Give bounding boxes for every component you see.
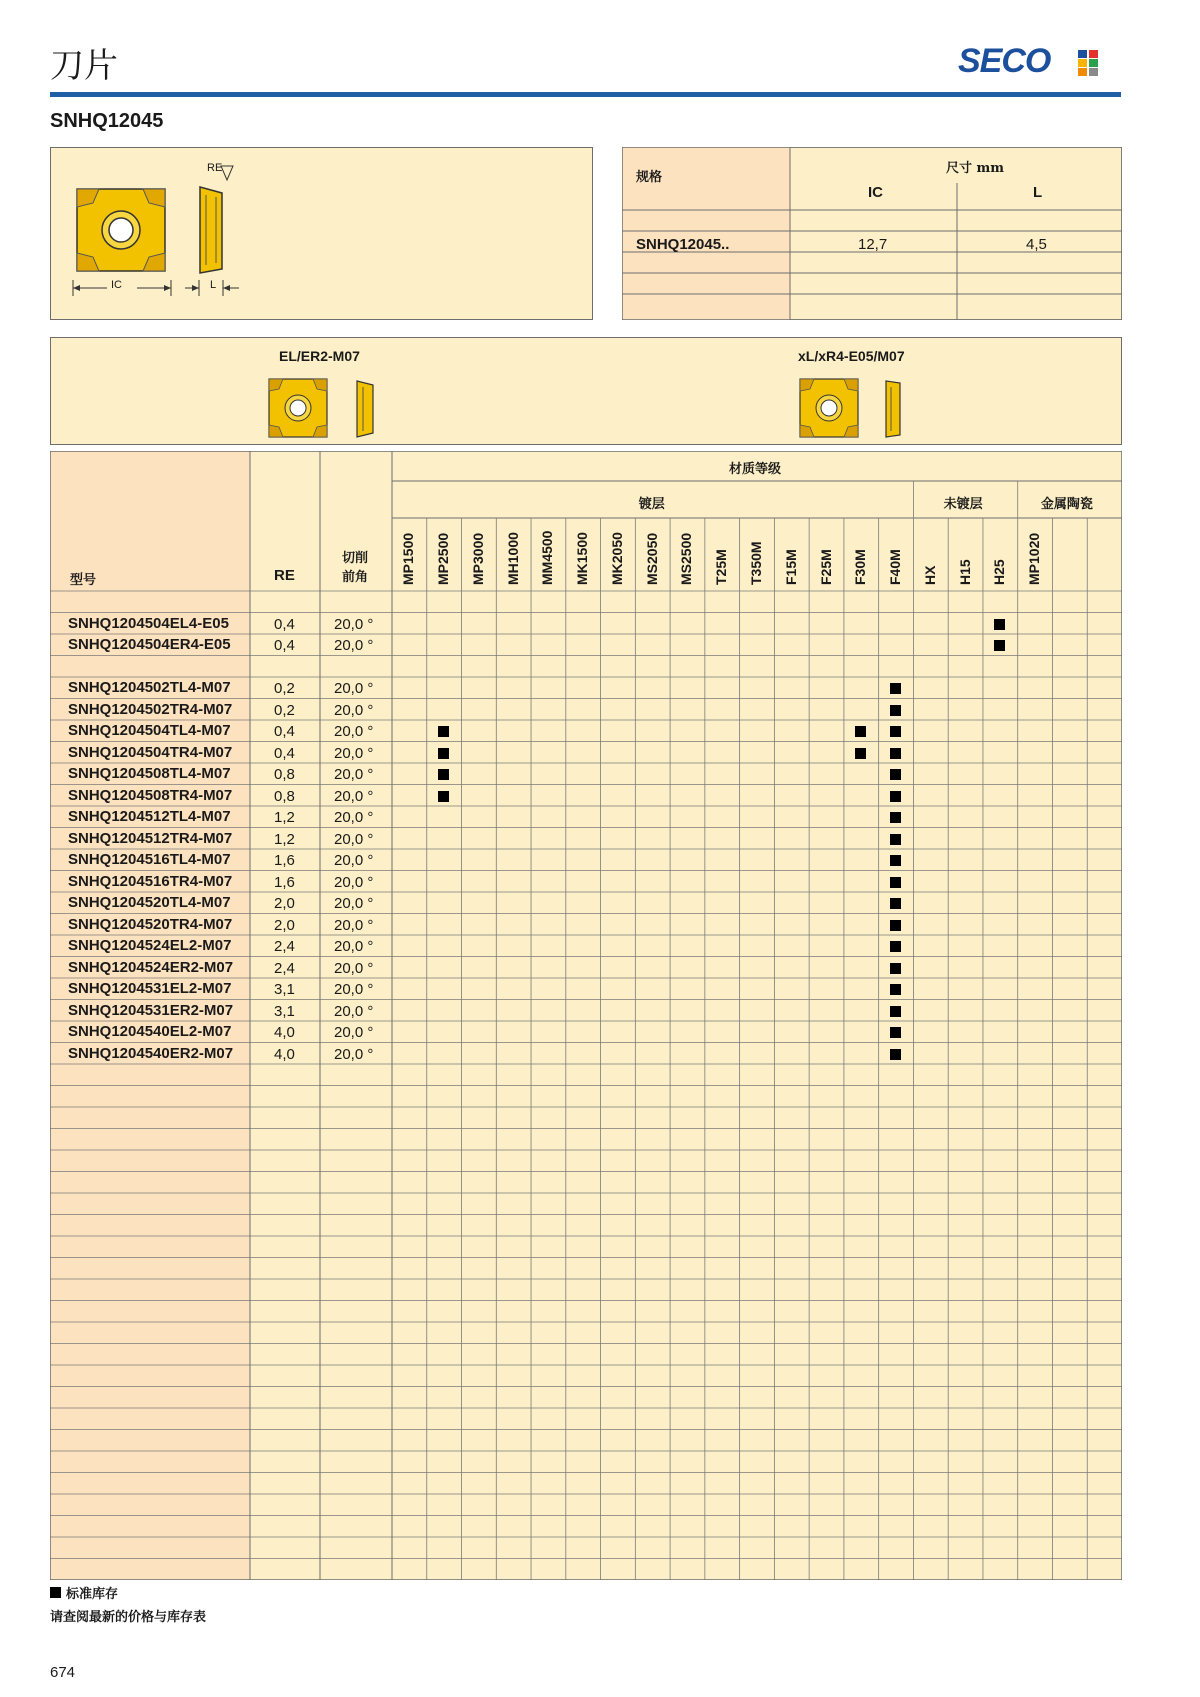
- grade-header-mk2050: MK2050: [608, 532, 625, 585]
- insert-rake-angle: 20,0 °: [334, 916, 374, 934]
- grade-header-mm4500: MM4500: [539, 530, 556, 585]
- insert-re: 2,0: [274, 916, 295, 934]
- insert-rake-angle: 20,0 °: [334, 852, 374, 869]
- insert-rake-angle: 20,0 °: [334, 873, 374, 891]
- grade-header-h25: H25: [991, 559, 1008, 585]
- stock-marker-icon: [855, 726, 866, 737]
- insert-rake-angle: 20,0 °: [334, 938, 374, 955]
- insert-code: SNHQ1204502TR4-M07: [68, 700, 233, 718]
- stock-marker-icon: [890, 855, 901, 866]
- re-arrow-icon: [219, 164, 235, 184]
- grade-header-mp1020: MP1020: [1026, 532, 1043, 585]
- insert-rake-angle: 20,0 °: [334, 680, 374, 697]
- chipbreaker-2-icon: [798, 377, 928, 441]
- grade-group-header: 材质等级: [729, 462, 782, 477]
- ic-dimension-label: IC: [111, 279, 122, 291]
- insert-code: SNHQ1204524EL2-M07: [68, 937, 232, 954]
- re-dimension-label: RE: [207, 162, 223, 174]
- grade-header-mp2500: MP2500: [435, 532, 452, 585]
- insert-re: 2,4: [274, 938, 295, 955]
- insert-rake-angle: 20,0 °: [334, 637, 374, 654]
- insert-code: SNHQ1204504EL4-E05: [68, 614, 229, 632]
- insert-rake-angle: 20,0 °: [334, 895, 374, 912]
- cermet-header: 金属陶瓷: [1040, 497, 1093, 512]
- page-number: 674: [50, 1664, 76, 1681]
- stock-marker-icon: [994, 619, 1005, 630]
- insert-rake-angle: 20,0 °: [334, 766, 374, 783]
- stock-marker-icon: [890, 705, 901, 716]
- insert-code: SNHQ1204504ER4-E05: [68, 636, 231, 653]
- legend-standard-stock: 标准库存: [66, 1587, 119, 1602]
- grade-header-ms2050: MS2050: [643, 532, 660, 585]
- insert-side-view-icon: [196, 183, 226, 278]
- re-column-header: RE: [274, 567, 295, 584]
- stock-marker-icon: [890, 963, 901, 974]
- dimension-header: 尺寸 mm: [945, 161, 1005, 176]
- chipbreaker-panel: [50, 337, 1122, 445]
- grade-table: [50, 451, 1122, 1580]
- insert-rake-angle: 20,0 °: [334, 1024, 374, 1041]
- stock-marker-icon: [890, 834, 901, 845]
- insert-rake-angle: 20,0 °: [334, 787, 374, 805]
- insert-re: 0,8: [274, 766, 295, 783]
- grade-header-hx: HX: [921, 565, 938, 585]
- insert-code: SNHQ1204512TL4-M07: [68, 808, 231, 825]
- stock-marker-icon: [890, 791, 901, 802]
- insert-code: SNHQ1204520TL4-M07: [68, 894, 231, 911]
- insert-re: 0,8: [274, 787, 295, 805]
- insert-re: 0,2: [274, 701, 295, 719]
- coated-header: 镀层: [638, 497, 665, 512]
- grade-header-ms2500: MS2500: [678, 532, 695, 585]
- insert-re: 0,4: [274, 723, 295, 740]
- angle-column-header-line1: 切削: [342, 551, 369, 566]
- stock-marker-icon: [890, 1049, 901, 1060]
- stock-marker-icon: [890, 941, 901, 952]
- stock-marker-icon: [890, 748, 901, 759]
- insert-code: SNHQ1204502TL4-M07: [68, 679, 231, 696]
- insert-code: SNHQ1204508TR4-M07: [68, 786, 233, 804]
- stock-marker-icon: [890, 920, 901, 931]
- insert-re: 4,0: [274, 1045, 295, 1063]
- seco-logo: [958, 42, 1050, 82]
- insert-rake-angle: 20,0 °: [334, 1045, 374, 1063]
- stock-marker-icon: [438, 726, 449, 737]
- grade-header-mk1500: MK1500: [574, 532, 591, 585]
- ic-dimension-icon: [71, 278, 175, 298]
- insert-rake-angle: 20,0 °: [334, 723, 374, 740]
- insert-re: 3,1: [274, 1002, 295, 1020]
- l-column-header: L: [1033, 184, 1043, 201]
- insert-rake-angle: 20,0 °: [334, 701, 374, 719]
- insert-code: SNHQ1204540EL2-M07: [68, 1023, 232, 1040]
- grade-header-f40m: F40M: [887, 549, 904, 585]
- insert-re: 0,4: [274, 615, 295, 633]
- insert-re: 3,1: [274, 981, 295, 998]
- grade-header-mh1000: MH1000: [504, 532, 521, 585]
- insert-re: 1,6: [274, 873, 295, 891]
- insert-code: SNHQ1204531EL2-M07: [68, 980, 232, 997]
- insert-code: SNHQ1204531ER2-M07: [68, 1001, 234, 1019]
- uncoated-header: 未镀层: [943, 497, 983, 512]
- ic-column-header: IC: [868, 184, 883, 201]
- title-rule: [50, 92, 1121, 97]
- insert-rake-angle: 20,0 °: [334, 959, 374, 977]
- logo-text: SECO: [958, 42, 1051, 80]
- spec-header: 规格: [636, 170, 663, 185]
- legend-note: 请查阅最新的价格与库存表: [50, 1610, 207, 1625]
- chipbreaker-1-icon: [267, 377, 397, 441]
- insert-rake-angle: 20,0 °: [334, 809, 374, 826]
- stock-marker-icon: [994, 640, 1005, 651]
- grade-header-f30m: F30M: [852, 549, 869, 585]
- seco-logo-icon: [1078, 50, 1098, 76]
- l-value: 4,5: [1026, 236, 1047, 253]
- insert-rake-angle: 20,0 °: [334, 830, 374, 848]
- grade-header-f15m: F15M: [782, 549, 799, 585]
- chipbreaker-label-2: xL/xR4-E05/M07: [798, 348, 905, 364]
- stock-marker-icon: [855, 748, 866, 759]
- insert-re: 0,4: [274, 744, 295, 762]
- page-title: 刀片: [50, 46, 118, 86]
- ic-value: 12,7: [858, 236, 888, 253]
- insert-code: SNHQ1204516TR4-M07: [68, 872, 233, 890]
- size-table: [622, 147, 1122, 320]
- stock-marker-icon: [890, 726, 901, 737]
- insert-code: SNHQ1204540ER2-M07: [68, 1044, 234, 1062]
- insert-code: SNHQ1204520TR4-M07: [68, 915, 233, 933]
- insert-re: 2,4: [274, 959, 295, 977]
- insert-code: SNHQ1204524ER2-M07: [68, 958, 234, 976]
- insert-rake-angle: 20,0 °: [334, 981, 374, 998]
- insert-re: 2,0: [274, 895, 295, 912]
- insert-re: 1,2: [274, 830, 295, 848]
- spec-value: SNHQ12045..: [636, 236, 730, 253]
- insert-top-view-icon: [71, 183, 171, 278]
- insert-code: SNHQ1204504TL4-M07: [68, 722, 231, 739]
- insert-code: SNHQ1204504TR4-M07: [68, 743, 233, 761]
- angle-column-header-line2: 前角: [342, 570, 369, 585]
- insert-code: SNHQ1204516TL4-M07: [68, 851, 231, 868]
- product-family-title: SNHQ12045: [50, 110, 164, 132]
- legend-stock-marker-icon: [50, 1587, 61, 1598]
- stock-marker-icon: [890, 1027, 901, 1038]
- legend: [50, 1583, 206, 1625]
- grade-header-t25m: T25M: [713, 549, 730, 585]
- grade-header-f25m: F25M: [817, 549, 834, 585]
- stock-marker-icon: [890, 683, 901, 694]
- insert-code: SNHQ1204508TL4-M07: [68, 765, 231, 782]
- stock-marker-icon: [890, 984, 901, 995]
- stock-marker-icon: [890, 769, 901, 780]
- stock-marker-icon: [438, 769, 449, 780]
- insert-code: SNHQ1204512TR4-M07: [68, 829, 233, 847]
- insert-diagram-panel: [50, 147, 593, 320]
- grade-header-h15: H15: [956, 559, 973, 585]
- stock-marker-icon: [890, 812, 901, 823]
- l-dimension-label: L: [210, 279, 217, 291]
- insert-re: 0,4: [274, 637, 295, 654]
- grade-header-mp1500: MP1500: [400, 532, 417, 585]
- insert-re: 1,6: [274, 852, 295, 869]
- stock-marker-icon: [438, 791, 449, 802]
- stock-marker-icon: [890, 877, 901, 888]
- insert-re: 0,2: [274, 680, 295, 697]
- insert-re: 4,0: [274, 1024, 295, 1041]
- grade-header-t350m: T350M: [748, 541, 764, 585]
- stock-marker-icon: [890, 1006, 901, 1017]
- grade-header-mp3000: MP3000: [469, 532, 486, 585]
- stock-marker-icon: [438, 748, 449, 759]
- insert-re: 1,2: [274, 809, 295, 826]
- insert-rake-angle: 20,0 °: [334, 1002, 374, 1020]
- insert-rake-angle: 20,0 °: [334, 615, 374, 633]
- stock-marker-icon: [890, 898, 901, 909]
- chipbreaker-label-1: EL/ER2-M07: [279, 348, 360, 364]
- code-column-header: 型号: [70, 573, 97, 588]
- insert-rake-angle: 20,0 °: [334, 744, 374, 762]
